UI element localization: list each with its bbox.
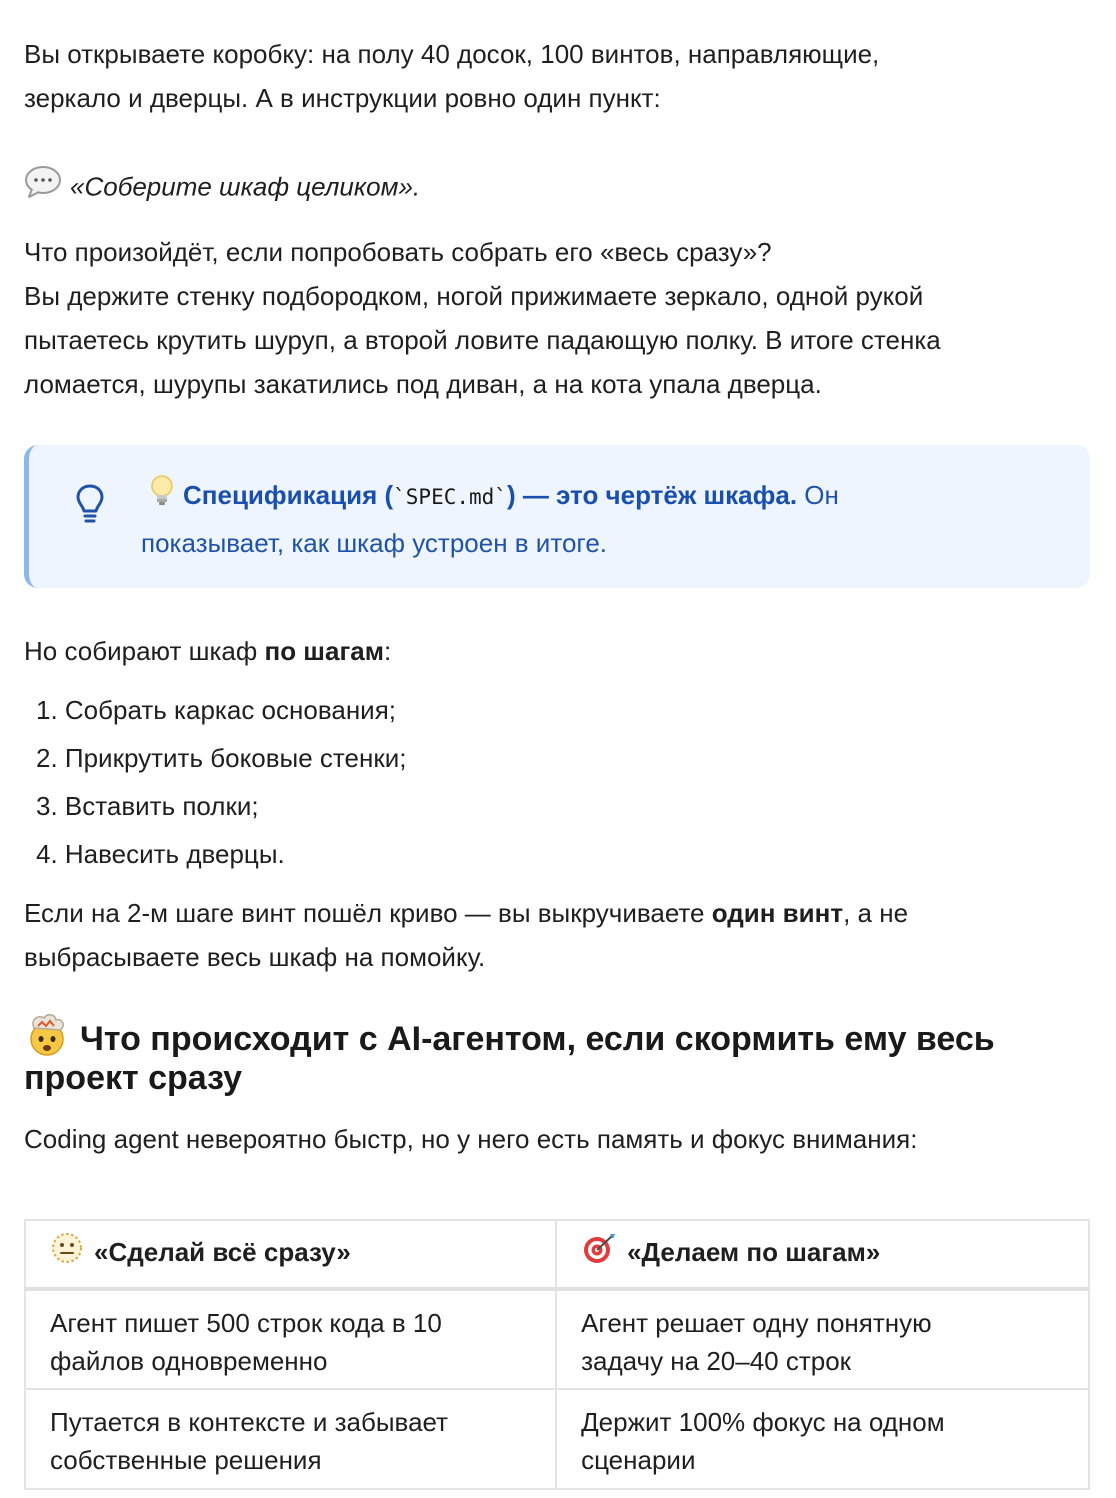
steps-lead-text: Но собирают шкаф: [24, 636, 265, 666]
column-header-text-1: «Сделай всё сразу»: [94, 1237, 351, 1267]
callout-code: `SPEC.md`: [393, 485, 507, 509]
list-item: 1. Собрать каркас основания;: [36, 695, 397, 725]
callout-rest-1: Он: [797, 480, 839, 510]
cell-line: Агент решает одну понятную: [581, 1308, 932, 1338]
after-line-2: выбрасываете весь шкаф на помойку.: [24, 942, 486, 972]
intro-line-2: зеркало и дверцы. А в инструкции ровно один пункт:: [24, 83, 661, 113]
after-text-b: , а не: [843, 898, 909, 928]
cell-line: собственные решения: [50, 1445, 322, 1475]
para2-line-3: пытаетесь крутить шуруп, а второй ловите падающую полку. В итоге стенка: [24, 325, 941, 355]
table-cell: [556, 1389, 1089, 1489]
callout-line-2: показывает, как шкаф устроен в итоге.: [141, 527, 608, 558]
column-header-step-by-step: [556, 1220, 1089, 1289]
section-heading-line-2: проект сразу: [24, 1059, 243, 1097]
para2-line-4: ломается, шурупы закатились под диван, а на кота упала дверца.: [24, 369, 822, 399]
speech-bubble-icon: [24, 164, 62, 213]
para2-line-2: Вы держите стенку подбородком, ногой прижимаете зеркало, одной рукой: [24, 281, 924, 311]
steps-lead-end: :: [383, 636, 392, 666]
cell-line: файлов одновременно: [50, 1346, 328, 1376]
callout-line-1: [149, 473, 1041, 521]
after-text-a: Если на 2-м шаге винт пошёл криво — вы выкручиваете: [24, 898, 712, 928]
section-subtitle: Coding agent невероятно быстр, но у него есть память и фокус внимания:: [24, 1124, 918, 1154]
cell-line: Держит 100% фокус на одном: [581, 1407, 945, 1437]
cell-line: сценарии: [581, 1445, 696, 1475]
lightbulb-emoji-icon: [149, 474, 175, 521]
steps-list: [36, 686, 406, 878]
list-item: 2. Прикрутить боковые стенки;: [36, 743, 407, 773]
intro-line-1: Вы открываете коробку: на полу 40 досок, 100 винтов, направляющие,: [24, 39, 880, 69]
lightbulb-outline-icon: [75, 483, 105, 536]
table-row: [25, 1389, 1089, 1489]
comparison-table: [24, 1219, 1090, 1490]
steps-lead: [24, 629, 391, 673]
info-callout: [24, 445, 1090, 588]
cell-line: задачу на 20–40 строк: [581, 1346, 852, 1376]
list-item: 4. Навесить дверцы.: [36, 839, 285, 869]
after-line-1: [24, 891, 908, 935]
table-header-row: [25, 1220, 1089, 1289]
callout-text: [141, 473, 1041, 565]
table-cell: [25, 1389, 556, 1489]
quote-text: «Соберите шкаф целиком».: [70, 171, 421, 202]
callout-bold-prefix: Спецификация (: [183, 480, 394, 510]
dotted-face-icon: [50, 1225, 84, 1287]
cell-line: Агент пишет 500 строк кода в 10: [50, 1308, 442, 1338]
cell-line: Путается в контексте и забывает: [50, 1407, 449, 1437]
column-header-text-2: «Делаем по шагам»: [627, 1237, 881, 1267]
column-header-all-at-once: [25, 1220, 556, 1289]
steps-lead-bold: по шагам: [264, 636, 384, 666]
table-cell: [25, 1289, 556, 1389]
table-cell: [556, 1289, 1089, 1389]
section-heading-text-1: Что происходит с AI-агентом, если скормить ему весь: [80, 1020, 995, 1058]
list-item: 3. Вставить полки;: [36, 791, 259, 821]
table-row: [25, 1289, 1089, 1389]
target-icon: [581, 1225, 617, 1287]
after-text-bold: один винт: [711, 898, 844, 928]
para2-line-1: Что произойдёт, если попробовать собрать его «весь сразу»?: [24, 237, 772, 267]
callout-bold-suffix: ) — это чертёж шкафа.: [506, 480, 798, 510]
quote-line: [24, 164, 420, 213]
